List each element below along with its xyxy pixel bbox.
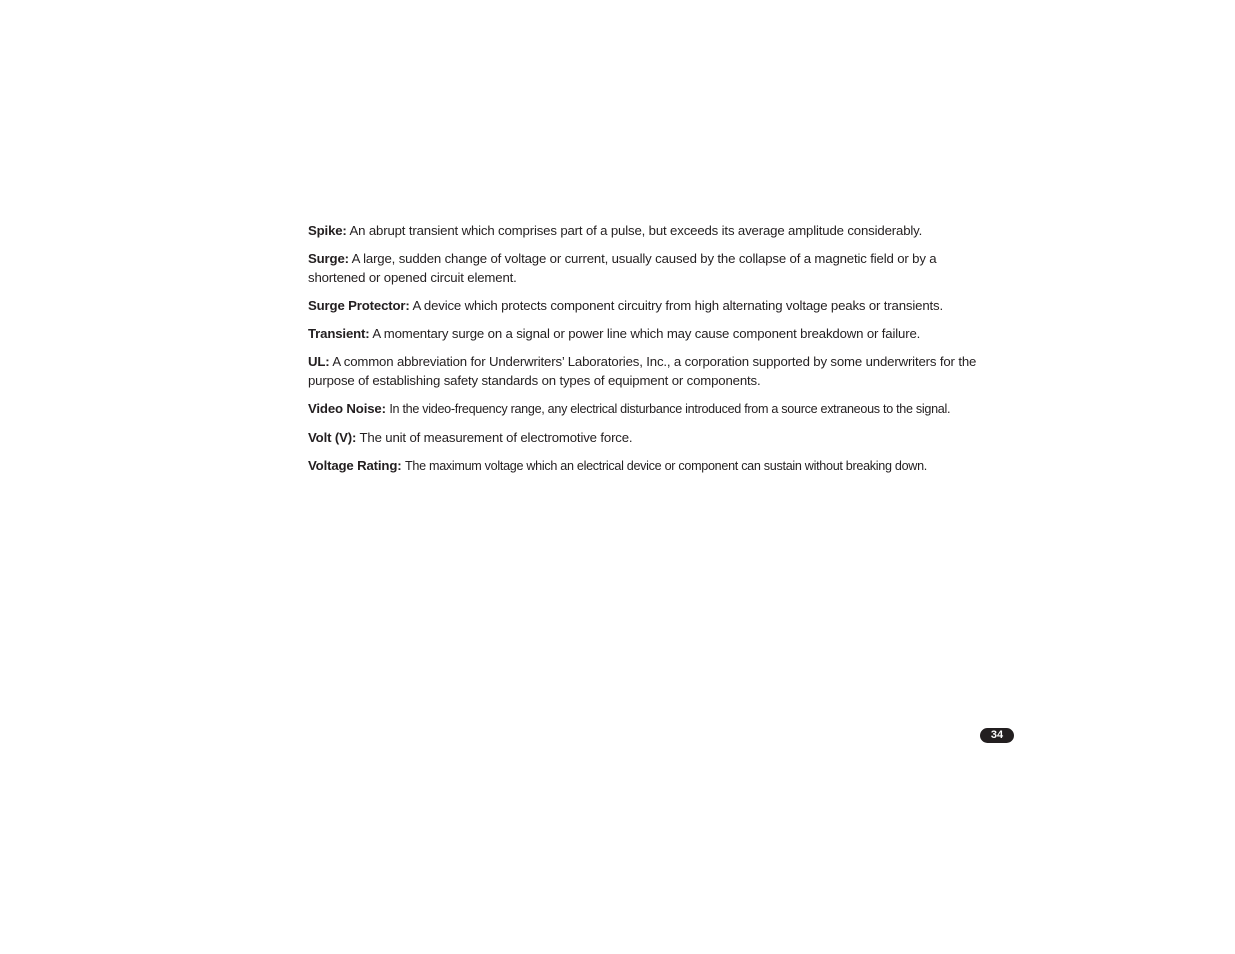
glossary-entry-spike	[308, 221, 980, 240]
glossary-entry-surge	[308, 249, 980, 287]
glossary-term: Voltage Rating:	[308, 458, 402, 473]
glossary-term: Surge Protector:	[308, 298, 410, 313]
glossary-term: Surge:	[308, 251, 349, 266]
glossary-definition: In the video-frequency range, any electrical disturbance introduced from a source extraneous to the signal.	[389, 402, 951, 416]
glossary-definition: A common abbreviation for Underwriters’ Laboratories, Inc., a corporation supported by some underwriters for the purpose of establishing safety standards on types of equipment or components.	[308, 354, 977, 388]
glossary-term: Spike:	[308, 223, 347, 238]
glossary-definition: A device which protects component circuitry from high alternating voltage peaks or transients.	[412, 298, 943, 313]
glossary-definition: An abrupt transient which comprises part of a pulse, but exceeds its average amplitude considerably.	[349, 223, 923, 238]
glossary-definition: The maximum voltage which an electrical device or component can sustain without breaking down.	[405, 459, 928, 473]
glossary-list	[308, 221, 980, 485]
glossary-term: UL:	[308, 354, 330, 369]
glossary-term: Transient:	[308, 326, 370, 341]
glossary-definition: A momentary surge on a signal or power line which may cause component breakdown or failure.	[372, 326, 921, 341]
glossary-entry-voltage-rating	[308, 456, 980, 476]
glossary-entry-video-noise	[308, 399, 980, 419]
glossary-entry-volt	[308, 428, 980, 447]
glossary-term: Video Noise:	[308, 401, 386, 416]
glossary-entry-transient	[308, 324, 980, 343]
glossary-entry-surge-protector	[308, 296, 980, 315]
glossary-definition: A large, sudden change of voltage or current, usually caused by the collapse of a magnetic field or by a shortened or opened circuit element.	[308, 251, 937, 285]
glossary-entry-ul	[308, 352, 980, 390]
glossary-term: Volt (V):	[308, 430, 357, 445]
glossary-definition: The unit of measurement of electromotive force.	[359, 430, 633, 445]
page-number-badge: 34	[980, 728, 1014, 743]
